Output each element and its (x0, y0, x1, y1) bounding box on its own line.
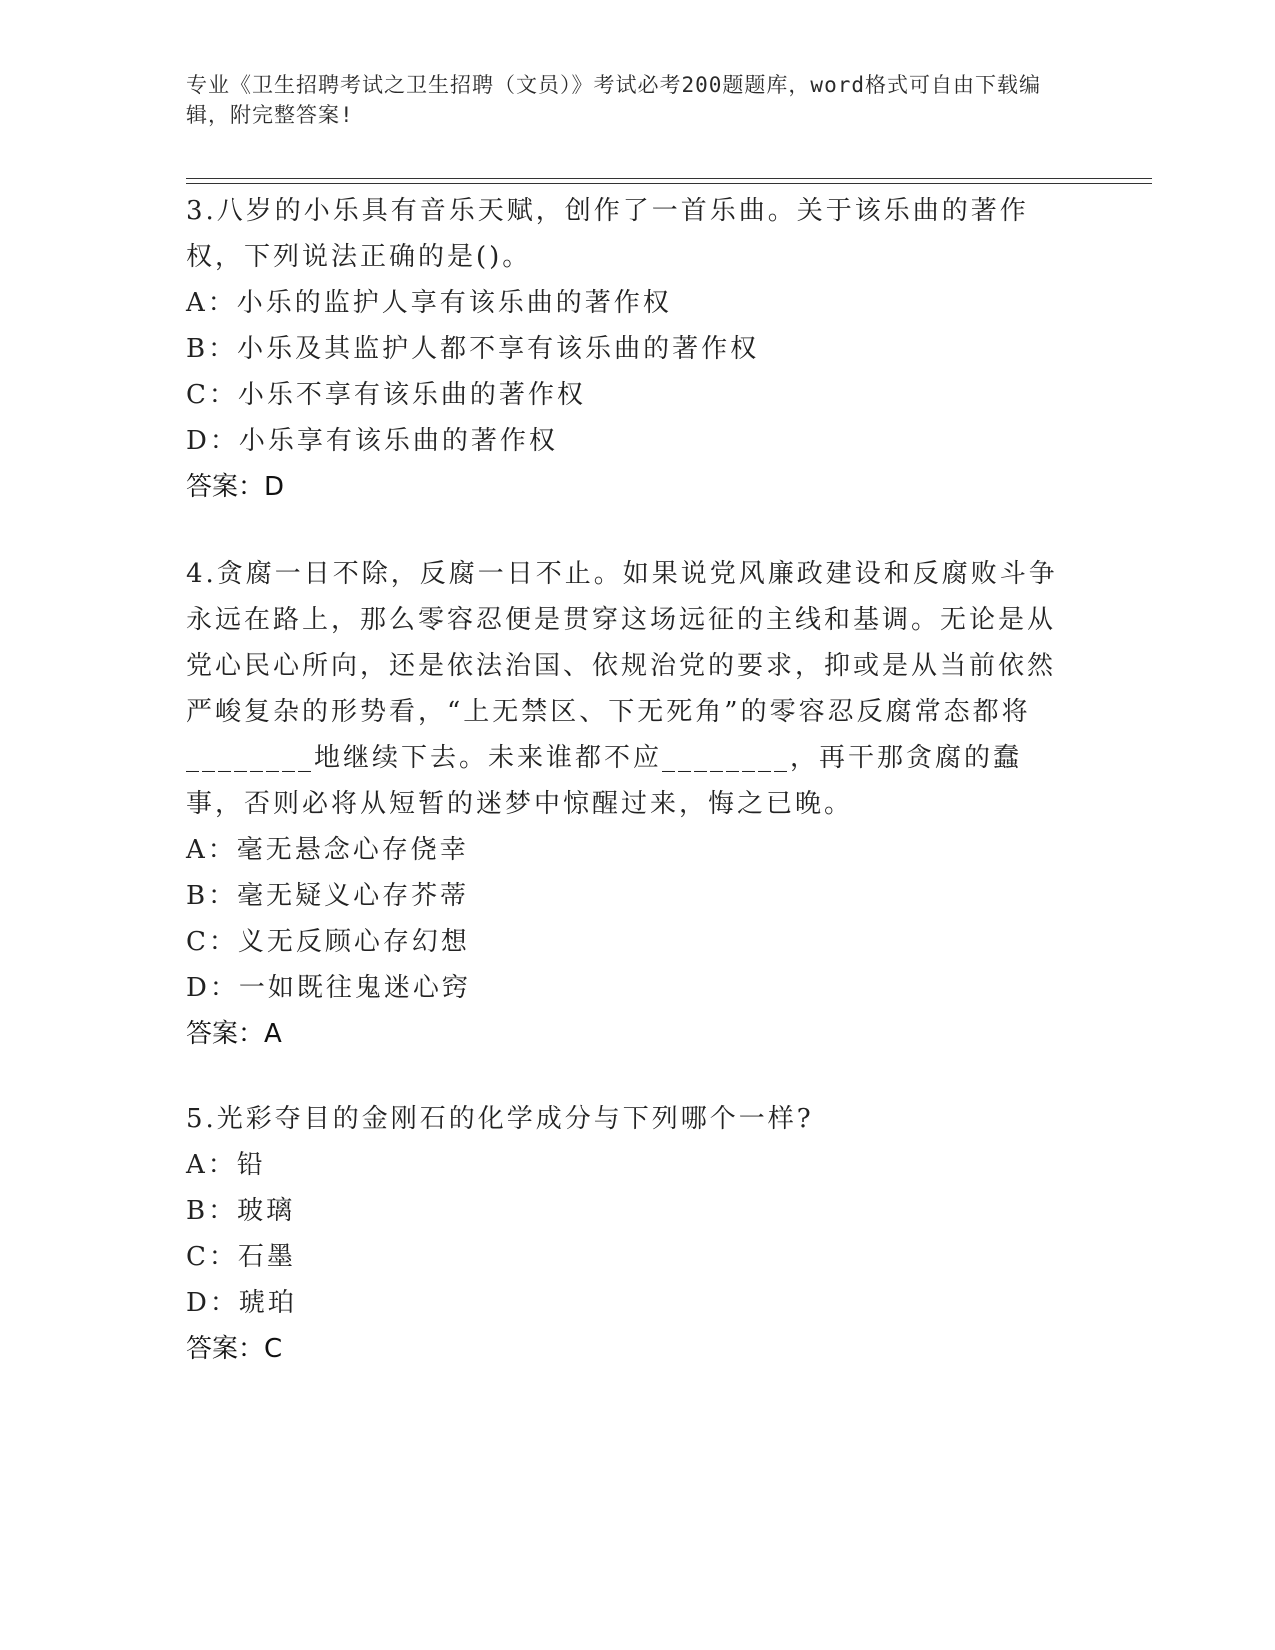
header-divider-bottom (186, 183, 1152, 184)
question-5 (186, 1096, 1066, 1372)
option-a: A：铅 (186, 1150, 266, 1180)
answer-line: 答案：A (186, 1019, 282, 1049)
option-c: C：义无反顾心存幻想 (186, 927, 470, 957)
header-divider-top (186, 178, 1152, 179)
question-3 (186, 188, 1066, 510)
option-b: B：玻璃 (186, 1196, 296, 1226)
question-stem: 4.贪腐一日不除，反腐一日不止。如果说党风廉政建设和反腐败斗争永远在路上，那么零容忍便是贯穿这场远征的主线和基调。无论是从党心民心所向，还是依法治国、依规治党的要求，抑或是从当前依然严峻复杂的形势看，“上无禁区、下无死角”的零容忍反腐常态都将________地继续下去。未来谁都不应________，再干那贪腐的蠢事，否则必将从短暂的迷梦中惊醒过来，悔之已晚。 (186, 559, 1058, 819)
option-d: D：小乐享有该乐曲的著作权 (186, 426, 558, 456)
question-4 (186, 551, 1066, 1057)
answer-line: 答案：D (186, 472, 285, 502)
option-d: D：琥珀 (186, 1288, 297, 1318)
option-b: B：小乐及其监护人都不享有该乐曲的著作权 (186, 334, 760, 364)
option-c: C：小乐不享有该乐曲的著作权 (186, 380, 586, 410)
option-c: C：石墨 (186, 1242, 296, 1272)
answer-line: 答案：C (186, 1334, 283, 1364)
option-a: A：毫无悬念心存侥幸 (186, 835, 469, 865)
option-a: A：小乐的监护人享有该乐曲的著作权 (186, 288, 672, 318)
option-b: B：毫无疑义心存芥蒂 (186, 881, 470, 911)
option-d: D：一如既往鬼迷心窍 (186, 973, 471, 1003)
question-stem: 5.光彩夺目的金刚石的化学成分与下列哪个一样? (186, 1104, 814, 1134)
question-stem: 3.八岁的小乐具有音乐天赋，创作了一首乐曲。关于该乐曲的著作权，下列说法正确的是()。 (186, 196, 1029, 272)
document-header-title: 专业《卫生招聘考试之卫生招聘（文员）》考试必考200题题库，word格式可自由下载编辑，附完整答案! (186, 73, 1041, 127)
